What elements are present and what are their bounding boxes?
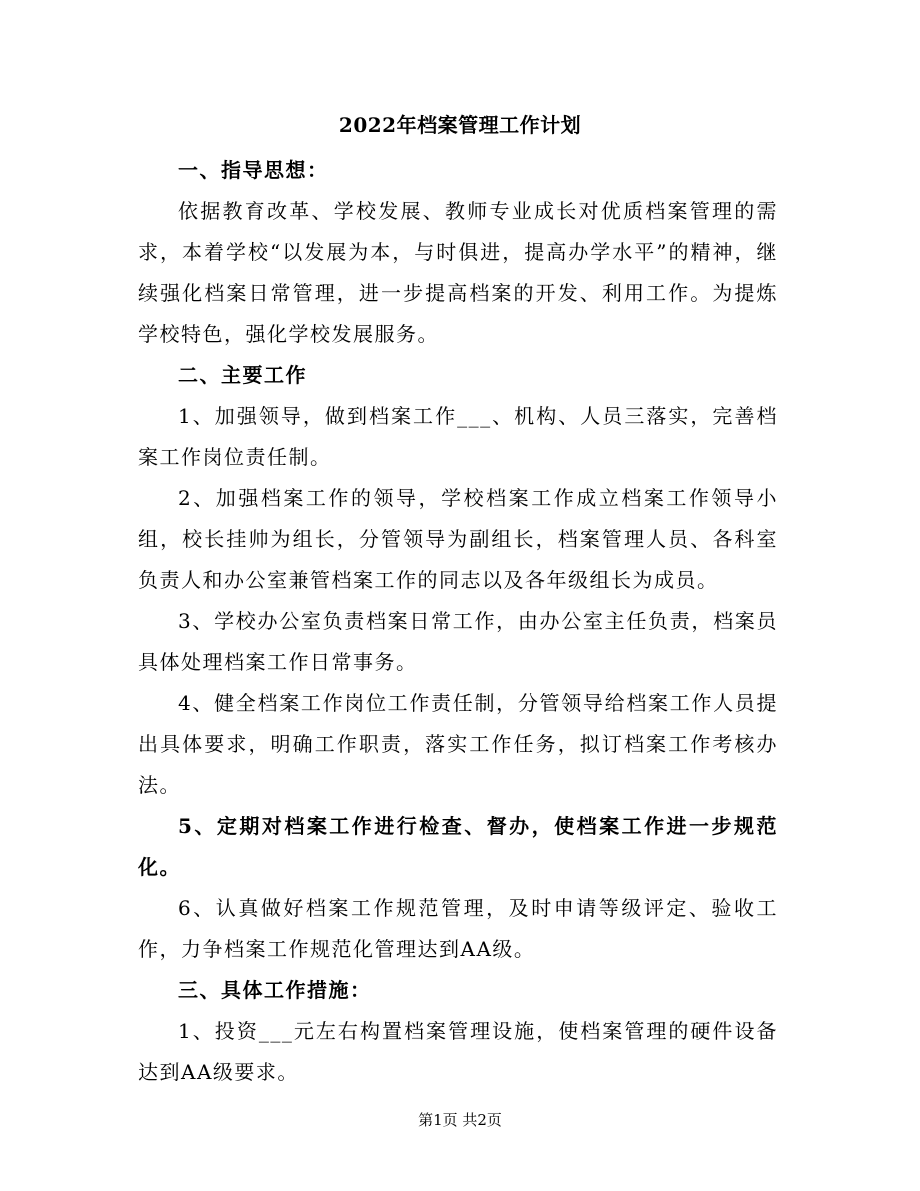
page-footer: 第1页 共2页 <box>418 1111 502 1129</box>
paragraph-item-1: 1、加强领导，做到档案工作___、机构、人员三落实，完善档案工作岗位责任制。 <box>138 404 778 469</box>
paragraph-item-6: 6、认真做好档案工作规范管理，及时申请等级评定、验收工作，力争档案工作规范化管理达到AA级。 <box>138 896 778 961</box>
paragraph-item-3: 3、学校办公室负责档案日常工作，由办公室主任负责，档案员具体处理档案工作日常事务。 <box>138 609 778 674</box>
section-heading-guiding-ideology: 一、指导思想： <box>178 158 329 182</box>
section-heading-main-work: 二、主要工作 <box>178 363 307 387</box>
paragraph-item-5: 5、定期对档案工作进行检查、督办，使档案工作进一步规范化。 <box>138 814 778 879</box>
section-heading-measures: 三、具体工作措施： <box>178 978 372 1002</box>
document-title: 2022年档案管理工作计划 <box>338 113 582 137</box>
document-body <box>138 150 778 1093</box>
paragraph-item-4: 4、健全档案工作岗位工作责任制，分管领导给档案工作人员提出具体要求，明确工作职责，落实工作任务，拟订档案工作考核办法。 <box>138 691 778 797</box>
paragraph-item-2: 2、加强档案工作的领导，学校档案工作成立档案工作领导小组，校长挂帅为组长，分管领导为副组长，档案管理人员、各科室负责人和办公室兼管档案工作的同志以及各年级组长为成员。 <box>138 486 778 592</box>
paragraph-guiding-ideology: 依据教育改革、学校发展、教师专业成长对优质档案管理的需求，本着学校“以发展为本，与时俱进，提高办学水平”的精神，继续强化档案日常管理，进一步提高档案的开发、利用工作。为提炼学校特色，强化学校发展服务。 <box>138 199 778 346</box>
paragraph-measure-1: 1、投资___元左右构置档案管理设施，使档案管理的硬件设备达到AA级要求。 <box>138 1019 778 1084</box>
